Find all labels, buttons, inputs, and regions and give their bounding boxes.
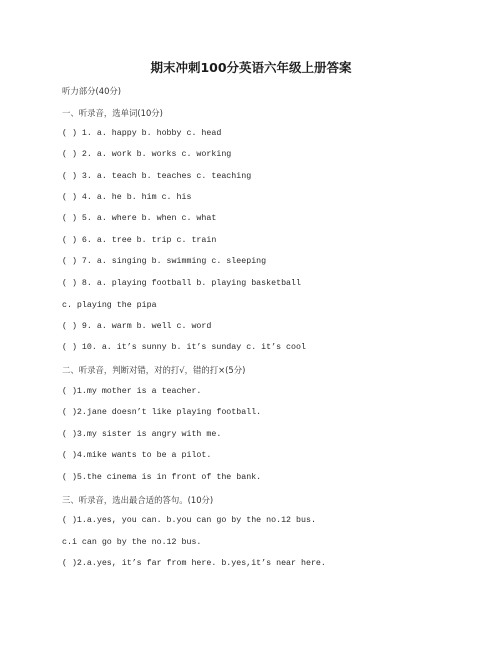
question-line: ( ) 10. a. it’s sunny b. it’s sunday c. it’s cool — [62, 343, 306, 352]
question-line: ( ) 2. a. work b. works c. working — [62, 150, 232, 159]
question-line-continuation: c. playing the pipa — [62, 301, 157, 310]
question-line: ( ) 7. a. singing b. swimming c. sleeping — [62, 257, 267, 266]
question-line: ( )4.mike wants to be a pilot. — [62, 451, 212, 460]
question-line-continuation: c.i can go by the no.12 bus. — [62, 538, 202, 547]
section-heading-3: 三、听录音，选出最合适的答句。(10分) — [62, 495, 214, 505]
section-heading-listening: 听力部分(40分) — [62, 86, 122, 96]
question-line: ( )1.a.yes, you can. b.you can go by the no.12 bus. — [62, 516, 316, 525]
question-line: ( ) 6. a. tree b. trip c. train — [62, 236, 217, 245]
question-line: ( )2.jane doesn’t like playing football. — [62, 408, 262, 417]
question-line: ( )1.my mother is a teacher. — [62, 387, 202, 396]
question-line: ( ) 8. a. playing football b. playing basketball — [62, 279, 301, 288]
section-heading-2: 二、听录音，判断对错，对的打√，错的打×(5分) — [62, 365, 246, 375]
section-heading-1: 一、听录音，选单词(10分) — [62, 108, 163, 118]
question-line: ( )5.the cinema is in front of the bank. — [62, 473, 262, 482]
question-line: ( ) 3. a. teach b. teaches c. teaching — [62, 172, 252, 181]
question-line: ( )3.my sister is angry with me. — [62, 430, 222, 439]
document-title: 期末冲刺100分英语六年级上册答案 — [150, 60, 352, 75]
question-line: ( ) 5. a. where b. when c. what — [62, 214, 217, 223]
question-line: ( ) 9. a. warm b. well c. word — [62, 322, 212, 331]
question-line: ( ) 4. a. he b. him c. his — [62, 193, 192, 202]
question-line: ( )2.a.yes, it’s far from here. b.yes,it’s near here. — [62, 559, 326, 568]
question-line: ( ) 1. a. happy b. hobby c. head — [62, 129, 222, 138]
